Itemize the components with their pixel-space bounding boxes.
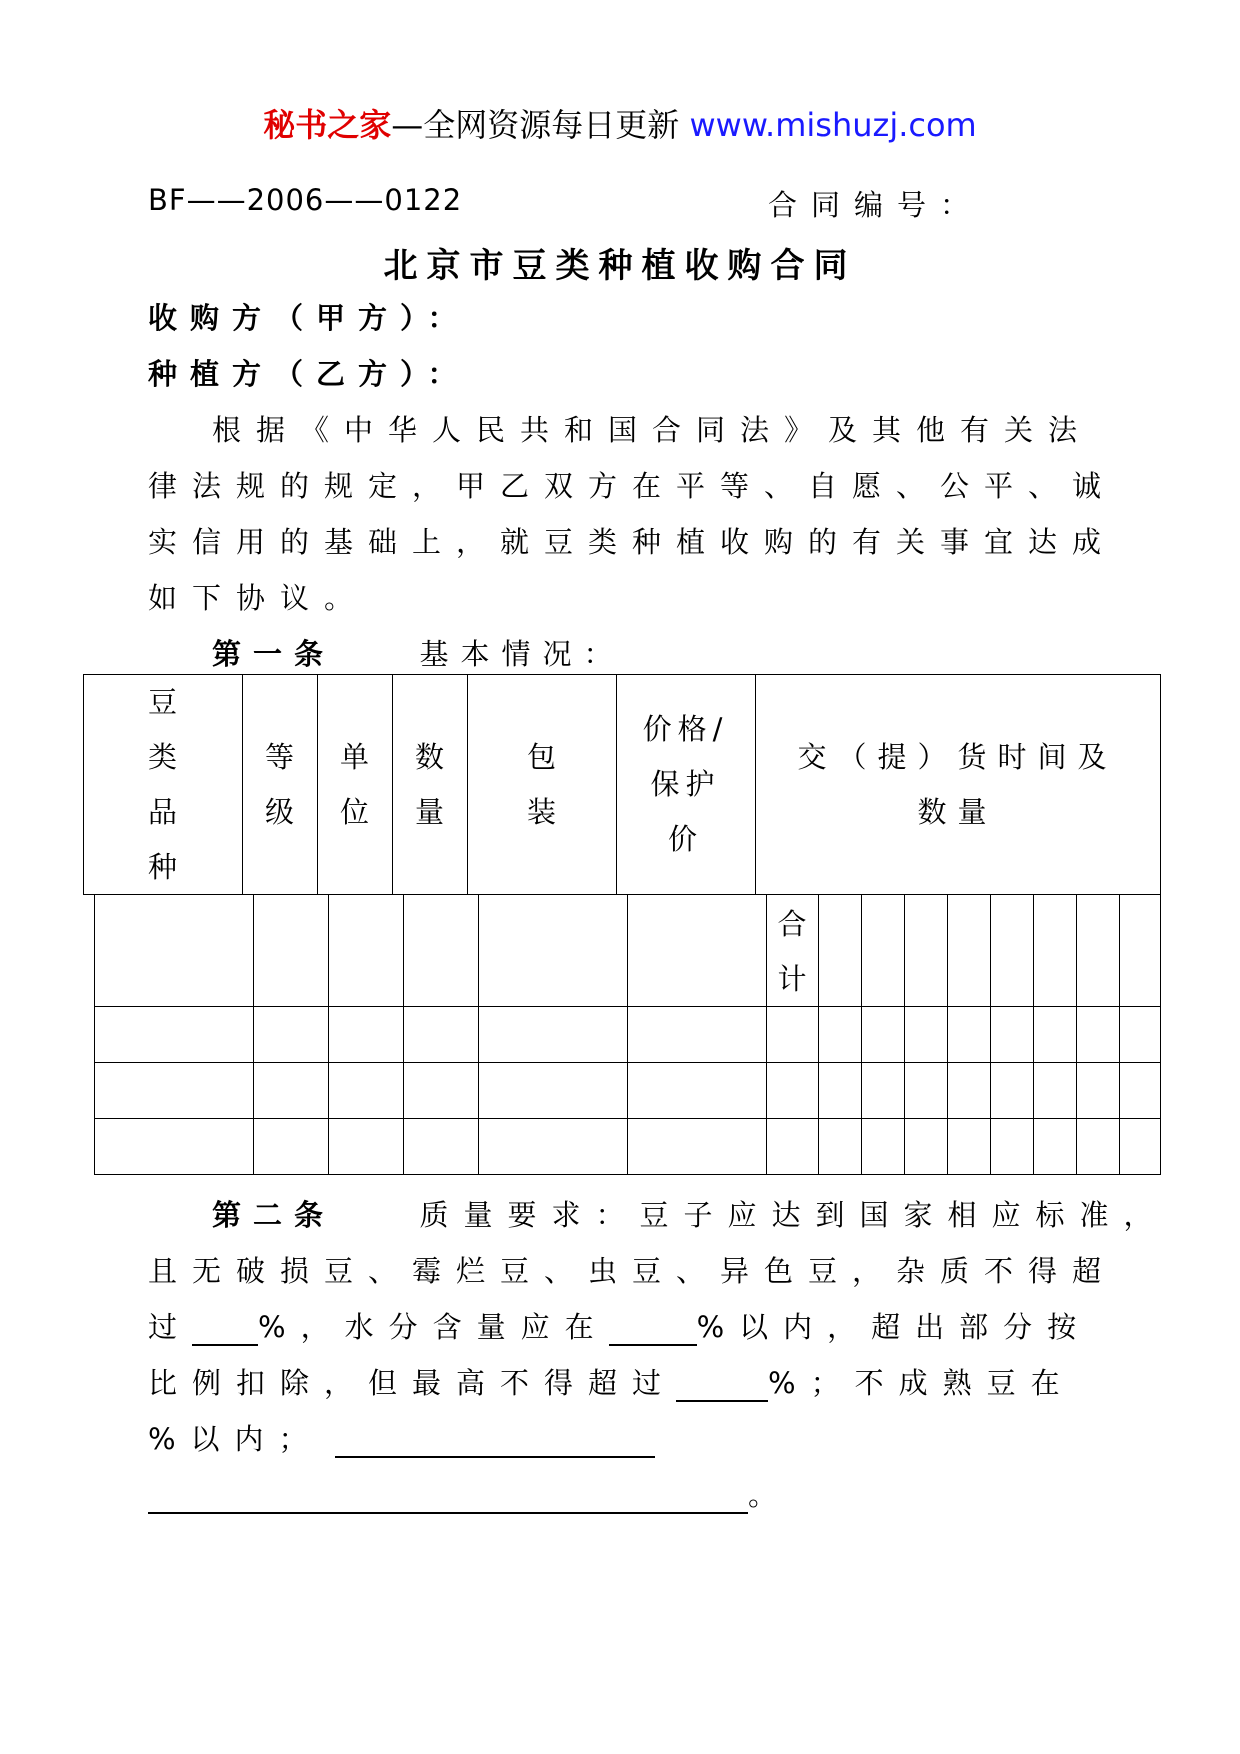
document-title: 北京市豆类种植收购合同 (383, 246, 857, 286)
header-quantity: 数 量 (414, 740, 444, 829)
total-label: 合 计 (777, 907, 807, 996)
grower-label: 种植方（乙方）： (148, 357, 470, 391)
site-header (0, 100, 1240, 146)
article1-heading (212, 632, 624, 673)
preamble-line-1: 根据《中华人民共和国合同法》及其他有关法 (212, 413, 1093, 447)
contract-number-label: 合同编号： (768, 188, 984, 222)
preamble-line-3: 实信用的基础上，就豆类种植收购的有关事宜达成 (148, 525, 1117, 559)
impurity-blank[interactable] (192, 1314, 258, 1346)
header-variety: 豆 类 品 种 (147, 685, 177, 884)
article2-line-2: 且无破损豆、霉烂豆、虫豆、异色豆，杂质不得超 (148, 1254, 1117, 1288)
article2-line-1: 质量要求：豆子应达到国家相应标准， (419, 1198, 1168, 1232)
article2-line-5: %以内； (148, 1417, 655, 1458)
header-price: 价格/ 保护 价 (642, 712, 729, 856)
header-grade: 等 级 (264, 740, 294, 829)
article2-title: 第二条 (212, 1198, 336, 1232)
article2-heading (212, 1193, 1167, 1234)
header-tagline: —全网资源每日更新 (391, 106, 680, 144)
preamble-line-4: 如下协议。 (148, 581, 369, 615)
article2-line-6: 。 (148, 1473, 777, 1514)
max-deduction-blank[interactable] (676, 1370, 768, 1402)
doc-number: BF——2006——0122 (148, 183, 463, 217)
article1-title: 第一条 (212, 637, 336, 671)
brand-name: 秘书之家 (263, 106, 392, 144)
article2-line-4: 比例扣除，但最高不得超过 %；不成熟豆在 (148, 1366, 1075, 1400)
extra-terms-blank[interactable] (335, 1426, 655, 1458)
article1-subtitle: 基本情况： (419, 637, 625, 671)
buyer-label: 收购方（甲方）： (148, 301, 470, 335)
moisture-blank[interactable] (609, 1314, 697, 1346)
article2-line-3: 过 %，水分含量应在 %以内，超出部分按 (148, 1310, 1092, 1344)
header-delivery: 交（提）货时间及 数量 (797, 740, 1118, 829)
header-unit: 单 位 (339, 740, 369, 829)
header-packaging: 包 装 (526, 740, 556, 829)
preamble-line-2: 律法规的规定，甲乙双方在平等、自愿、公平、诚 (148, 469, 1117, 503)
extra-terms-blank-2[interactable] (148, 1482, 748, 1514)
site-link[interactable]: www.mishuzj.com (689, 106, 977, 144)
